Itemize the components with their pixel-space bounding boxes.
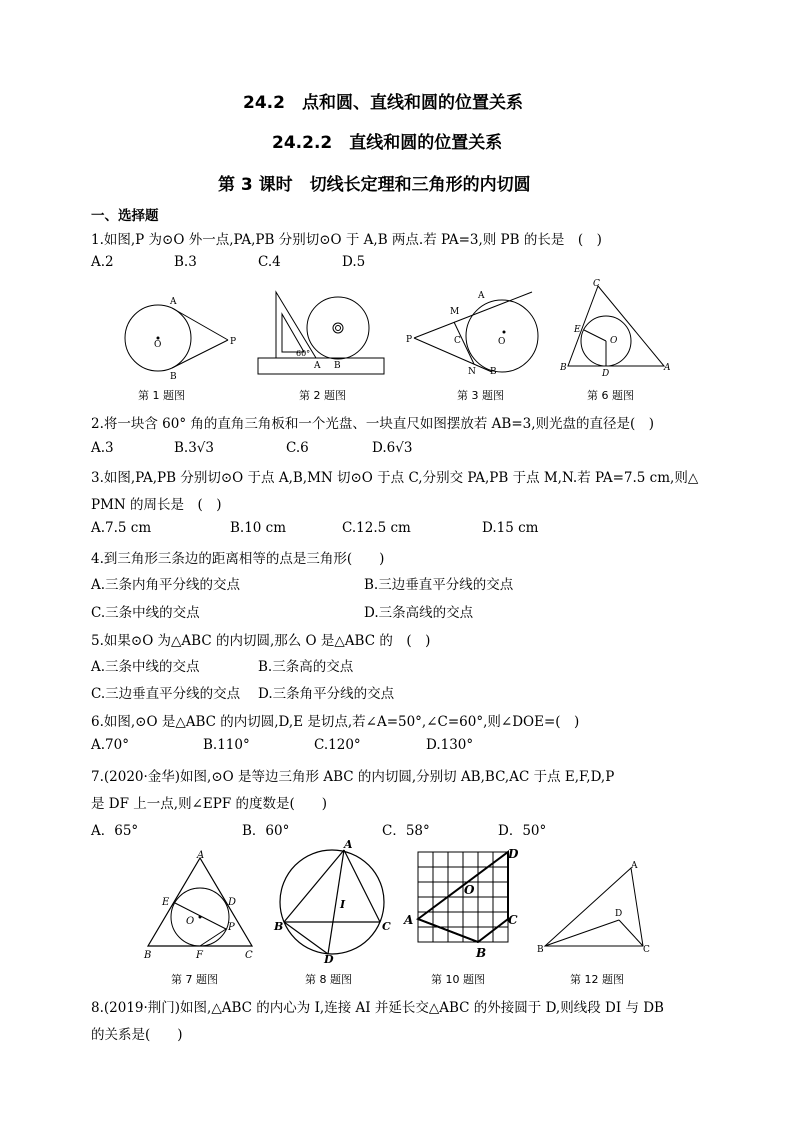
title-section: 24.2 点和圆、直线和圆的位置关系 — [243, 93, 523, 113]
fig3-label-c: C — [454, 336, 461, 346]
q6-stem: 6.如图,⊙O 是△ABC 的内切圆,D,E 是切点,若∠A=50°,∠C=60°,则∠DOE=( ) — [91, 714, 580, 730]
caption-fig1: 第 1 题图 — [138, 389, 185, 402]
q8-stem-line1: 8.(2019·荆门)如图,△ABC 的内心为 I,连接 AI 并延长交△ABC 的外接圆于 D,则线段 DI 与 DB — [91, 1000, 664, 1016]
figure-10 — [402, 844, 522, 962]
q7-option-c[interactable]: C．58° — [382, 823, 430, 839]
fig3-label-b: B — [490, 367, 497, 376]
fig10-label-b: B — [476, 946, 487, 960]
q7-option-d[interactable]: D．50° — [498, 823, 547, 839]
fig1-label-o: O — [154, 340, 162, 350]
figure-1 — [118, 290, 248, 380]
fig7-label-d: D — [228, 897, 237, 908]
caption-fig10: 第 10 题图 — [431, 973, 485, 986]
q2-stem: 2.将一块含 60° 角的直角三角板和一个光盘、一块直尺如图摆放若 AB=3,则光盘的直径是( ) — [91, 416, 655, 432]
fig7-label-o: O — [186, 916, 195, 927]
fig8-label-c: C — [382, 920, 391, 933]
fig12-label-a: A — [631, 861, 638, 871]
q6-option-c[interactable]: C.120° — [314, 737, 361, 753]
caption-fig12: 第 12 题图 — [570, 973, 624, 986]
fig10-label-a: A — [404, 913, 414, 927]
figure-12 — [535, 858, 665, 958]
q7-option-a[interactable]: A．65° — [91, 823, 139, 839]
fig2-label-60: 60° — [296, 349, 311, 358]
q4-option-b[interactable]: B.三边垂直平分线的交点 — [364, 577, 514, 593]
q7-option-b[interactable]: B．60° — [242, 823, 290, 839]
q4-option-a[interactable]: A.三条内角平分线的交点 — [91, 577, 241, 593]
figure-7 — [140, 850, 265, 962]
q6-option-b[interactable]: B.110° — [203, 737, 250, 753]
fig8-label-b: B — [274, 920, 284, 933]
fig8-label-a: A — [344, 838, 353, 851]
q2-option-a[interactable]: A.3 — [91, 440, 114, 456]
q3-option-b[interactable]: B.10 cm — [230, 520, 287, 536]
fig8-label-d: D — [324, 953, 334, 964]
q4-option-c[interactable]: C.三条中线的交点 — [91, 605, 200, 621]
title-lesson: 第 3 课时 切线长定理和三角形的内切圆 — [218, 175, 531, 195]
figure-6 — [560, 278, 675, 378]
q1-option-b[interactable]: B.3 — [174, 254, 197, 270]
q5-option-b[interactable]: B.三条高的交点 — [258, 659, 354, 675]
q1-option-d[interactable]: D.5 — [342, 254, 366, 270]
fig6-label-b: B — [560, 363, 567, 373]
q5-option-a[interactable]: A.三条中线的交点 — [91, 659, 200, 675]
caption-fig2: 第 2 题图 — [299, 389, 346, 402]
fig10-label-c: C — [508, 913, 518, 927]
q3-stem-line1: 3.如图,PA,PB 分别切⊙O 于点 A,B,MN 切⊙O 于点 C,分别交 PA,PB 于点 M,N.若 PA=7.5 cm,则△ — [91, 470, 699, 486]
q1-stem: 1.如图,P 为⊙O 外一点,PA,PB 分别切⊙O 于 A,B 两点.若 PA=3,则 PB 的长是 ( ) — [91, 232, 602, 248]
figure-2 — [256, 288, 386, 378]
fig2-label-a: A — [314, 361, 321, 371]
fig3-label-m: M — [450, 307, 460, 317]
fig1-label-p: P — [230, 337, 237, 347]
fig7-label-c: C — [245, 950, 253, 961]
q4-option-d[interactable]: D.三条高线的交点 — [364, 605, 474, 621]
q2-option-d[interactable]: D.6√3 — [372, 440, 413, 456]
figure-3 — [404, 286, 549, 376]
fig3-label-n: N — [468, 367, 476, 376]
q2-option-b[interactable]: B.3√3 — [174, 440, 214, 456]
fig12-label-d: D — [615, 909, 623, 919]
fig3-label-a: A — [478, 291, 485, 301]
caption-fig8: 第 8 题图 — [305, 973, 352, 986]
title-subsection: 24.2.2 直线和圆的位置关系 — [272, 133, 503, 153]
q1-option-a[interactable]: A.2 — [91, 254, 114, 270]
q3-option-d[interactable]: D.15 cm — [482, 520, 539, 536]
q5-option-d[interactable]: D.三条角平分线的交点 — [258, 686, 395, 702]
fig12-label-c: C — [643, 945, 650, 955]
fig7-label-e: E — [162, 897, 170, 908]
q4-stem: 4.到三角形三条边的距离相等的点是三角形( ) — [91, 551, 385, 567]
fig6-label-e: E — [574, 325, 581, 335]
section-heading: 一、选择题 — [91, 208, 159, 224]
q5-stem: 5.如果⊙O 为△ABC 的内切圆,那么 O 是△ABC 的 ( ) — [91, 633, 431, 649]
fig2-label-b: B — [334, 361, 341, 371]
caption-fig3: 第 3 题图 — [457, 389, 504, 402]
q8-stem-line2: 的关系是( ) — [91, 1027, 183, 1043]
fig7-label-p: P — [228, 922, 235, 933]
fig3-label-o: O — [498, 337, 506, 347]
q6-option-d[interactable]: D.130° — [426, 737, 474, 753]
q5-option-c[interactable]: C.三边垂直平分线的交点 — [91, 686, 241, 702]
fig12-label-b: B — [537, 945, 544, 955]
q3-option-a[interactable]: A.7.5 cm — [91, 520, 152, 536]
figure-8 — [272, 836, 392, 964]
fig1-label-a: A — [170, 297, 177, 307]
fig6-label-c: C — [593, 279, 600, 289]
fig7-label-f: F — [196, 950, 203, 961]
fig10-label-d: D — [508, 847, 519, 861]
q6-option-a[interactable]: A.70° — [91, 737, 129, 753]
q2-option-c[interactable]: C.6 — [286, 440, 309, 456]
fig7-label-b: B — [144, 950, 152, 961]
fig3-label-p: P — [406, 335, 413, 345]
caption-fig6: 第 6 题图 — [587, 389, 634, 402]
fig8-label-i: I — [340, 898, 346, 911]
fig6-label-d: D — [602, 369, 610, 378]
fig10-label-o: O — [464, 883, 475, 897]
caption-fig7: 第 7 题图 — [171, 973, 218, 986]
fig6-label-a: A — [664, 363, 671, 373]
fig6-label-o: O — [610, 336, 618, 346]
q7-stem-line1: 7.(2020·金华)如图,⊙O 是等边三角形 ABC 的内切圆,分别切 AB,BC,AC 于点 E,F,D,P — [91, 769, 615, 785]
q1-option-c[interactable]: C.4 — [258, 254, 281, 270]
q7-stem-line2: 是 DF 上一点,则∠EPF 的度数是( ) — [91, 796, 328, 812]
fig7-label-a: A — [197, 850, 205, 861]
q3-stem-line2: PMN 的周长是 ( ) — [91, 497, 222, 513]
q3-option-c[interactable]: C.12.5 cm — [342, 520, 411, 536]
fig1-label-b: B — [170, 372, 177, 380]
